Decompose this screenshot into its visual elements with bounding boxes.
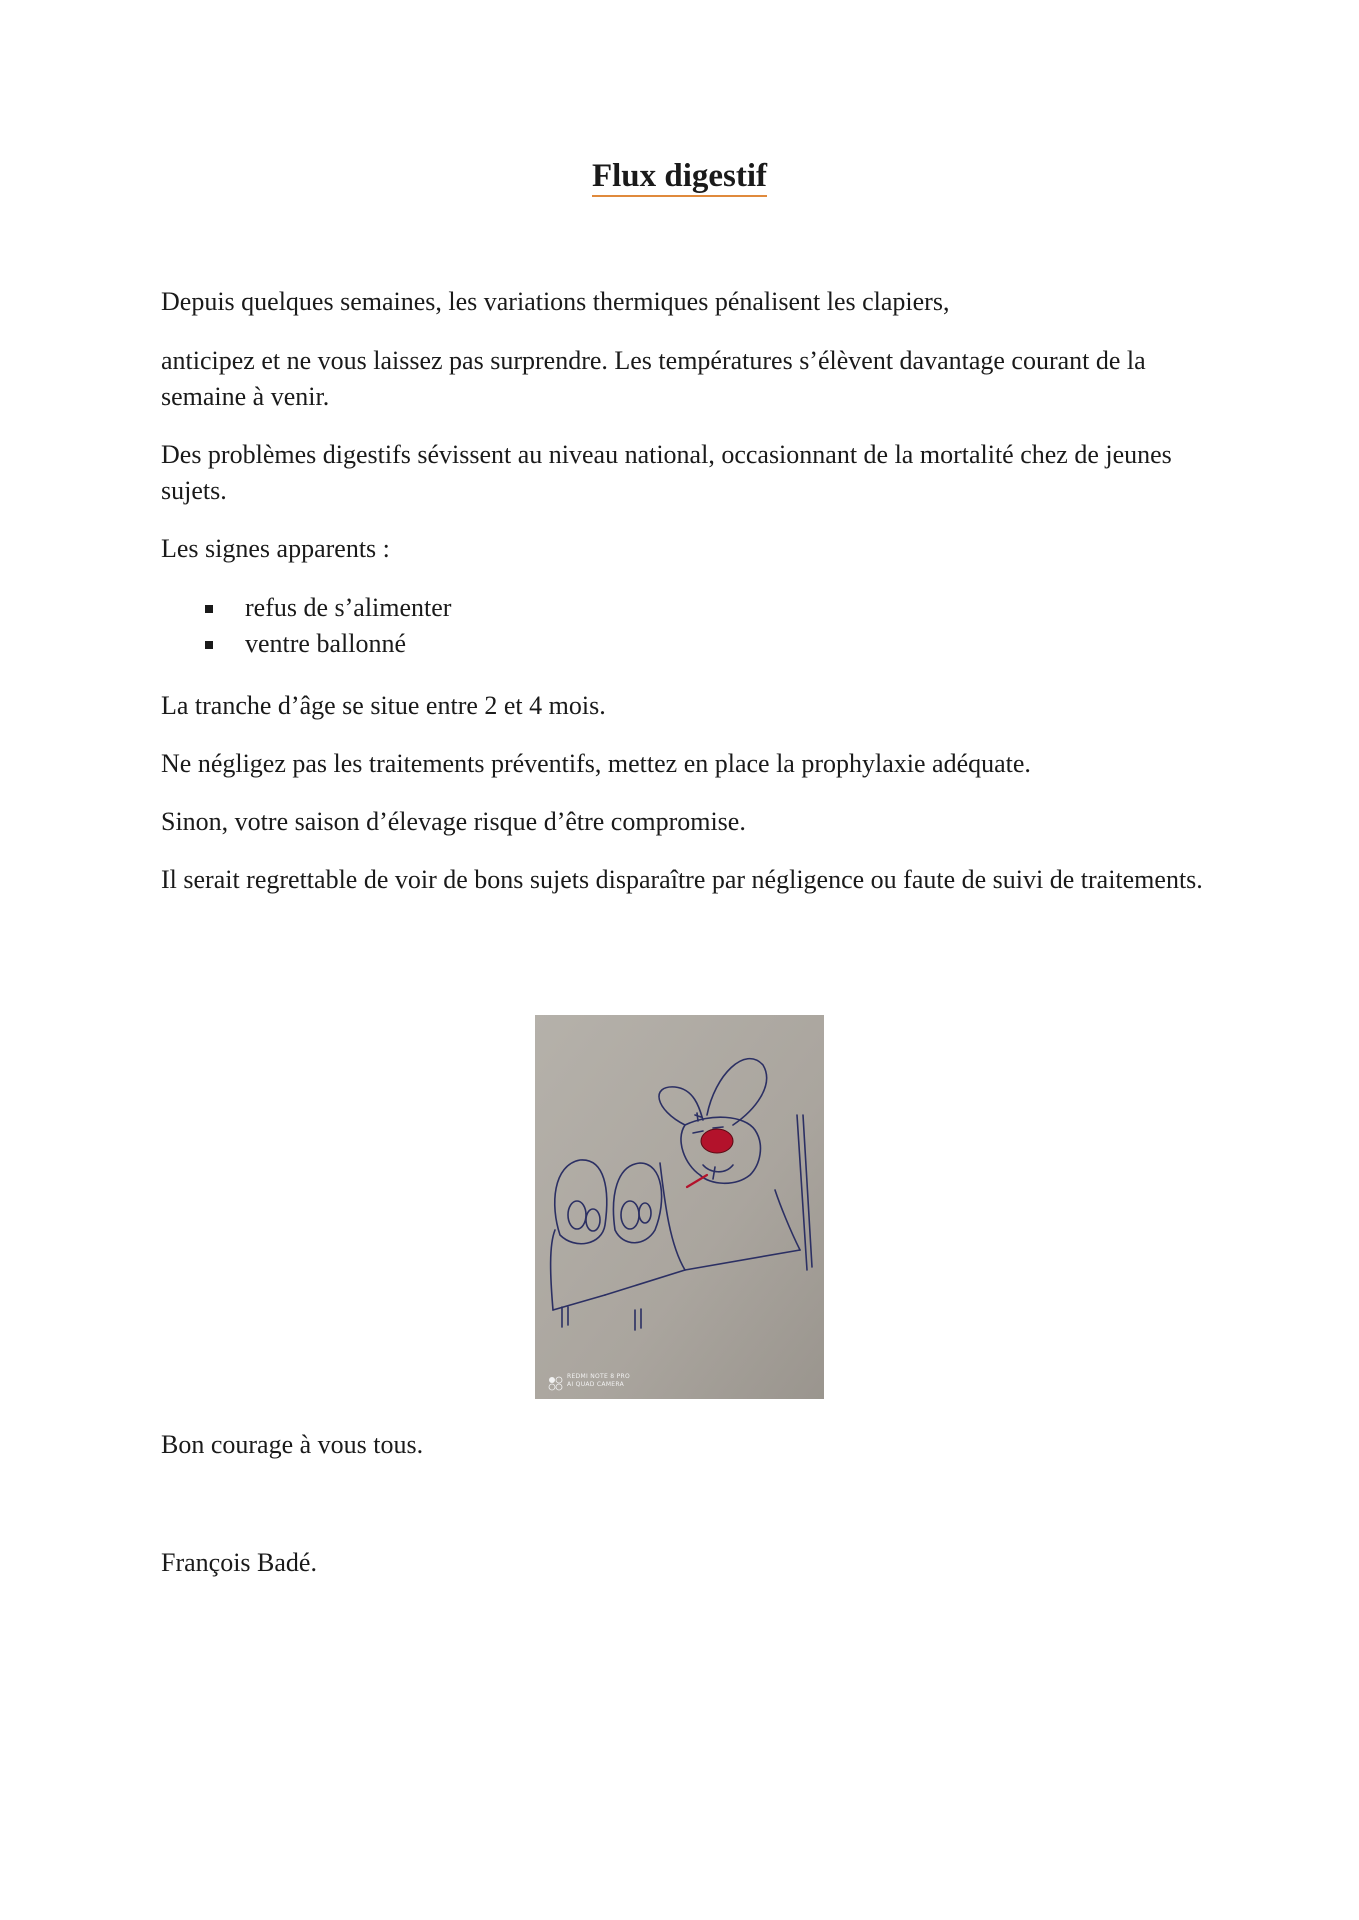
paragraph-anticipate: anticipez et ne vous laissez pas surprendre. Les températures s’élèvent davantage courant de la semaine à venir.	[161, 346, 1146, 411]
camera-watermark: REDMI NOTE 8 PRO AI QUAD CAMERA	[567, 1373, 631, 1388]
paragraph-prevention: Ne négligez pas les traitements préventifs, mettez en place la prophylaxie adéquate.	[161, 749, 1031, 778]
list-item: ventre ballonné	[205, 626, 451, 662]
paragraph-age-range: La tranche d’âge se situe entre 2 et 4 mois.	[161, 691, 606, 720]
paragraph-intro: Depuis quelques semaines, les variations thermiques pénalisent les clapiers,	[161, 287, 950, 316]
list-item: refus de s’alimenter	[205, 590, 451, 626]
sick-rabbit-drawing-photo	[535, 1015, 824, 1399]
bullet-icon	[205, 605, 213, 613]
bullet-icon	[205, 641, 213, 649]
paragraph-closing: Bon courage à vous tous.	[161, 1430, 424, 1459]
paragraph-problems: Des problèmes digestifs sévissent au niveau national, occasionnant de la mortalité chez de jeunes sujets.	[161, 440, 1172, 505]
paragraph-regret: Il serait regrettable de voir de bons sujets disparaître par négligence ou faute de suivi de traitements.	[161, 865, 1203, 894]
paragraph-season: Sinon, votre saison d’élevage risque d’être compromise.	[161, 807, 746, 836]
document-title: Flux digestif	[0, 158, 1359, 195]
rabbit-drawing-icon	[535, 1015, 824, 1399]
paragraph-signs-heading: Les signes apparents :	[161, 534, 390, 563]
signature: François Badé.	[161, 1548, 317, 1577]
signs-list	[205, 590, 451, 662]
